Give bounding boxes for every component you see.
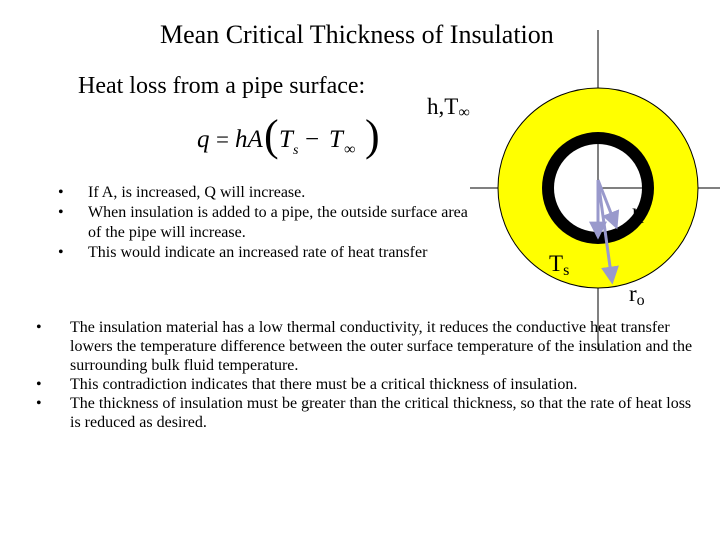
ts-sub: s: [563, 262, 570, 279]
slide-title: Mean Critical Thickness of Insulation: [160, 20, 554, 49]
inner-bullet: • This would indicate an increased rate of heat transfer: [58, 243, 478, 263]
pipe-insulation-diagram: [470, 30, 720, 350]
ts-main: T: [549, 251, 564, 276]
outer-bullet-list: [36, 318, 696, 432]
outer-radius-label: [629, 281, 645, 310]
slide-subtitle: Heat loss from a pipe surface:: [78, 73, 366, 99]
inner-bullet-list: [58, 183, 478, 263]
outer-bullet: • The thickness of insulation must be greater than the critical thickness, so that the rate of heat loss is reduced as desired.: [36, 394, 696, 432]
formula-ts: T: [279, 126, 293, 153]
ri-main: r: [632, 199, 640, 224]
ro-main: r: [629, 281, 637, 306]
formula-q: q: [197, 126, 210, 153]
ambient-label: [427, 94, 470, 122]
outer-bullet: • The insulation material has a low thermal conductivity, it reduces the conductive heat transfer lowers the temperature difference between the outer surface temperature of the insulation and the surrounding bulk fluid temperature.: [36, 318, 696, 375]
formula-minus: −: [305, 126, 320, 153]
outer-bullet: • This contradiction indicates that there must be a critical thickness of insulation.: [36, 375, 696, 394]
inner-radius-label: [632, 199, 644, 228]
ri-sub: i: [639, 210, 645, 227]
ro-sub: o: [636, 292, 645, 309]
formula-close-paren: ): [365, 112, 380, 160]
inner-bullet: • If A, is increased, Q will increase.: [58, 183, 478, 203]
heat-loss-formula: [195, 112, 405, 162]
formula-ts-sub: s: [293, 143, 299, 158]
formula-tinf: T: [329, 126, 343, 153]
inner-bullet: • When insulation is added to a pipe, the outside surface area of the pipe will increase.: [58, 203, 478, 243]
formula-hA: hA: [235, 126, 263, 153]
formula-open-paren: (: [264, 112, 279, 160]
formula-tinf-sub: ∞: [344, 141, 356, 158]
ambient-main: h,T: [427, 94, 459, 119]
ambient-sub: ∞: [458, 104, 470, 121]
surface-temp-label: [549, 251, 569, 280]
formula-equals: =: [216, 127, 229, 152]
